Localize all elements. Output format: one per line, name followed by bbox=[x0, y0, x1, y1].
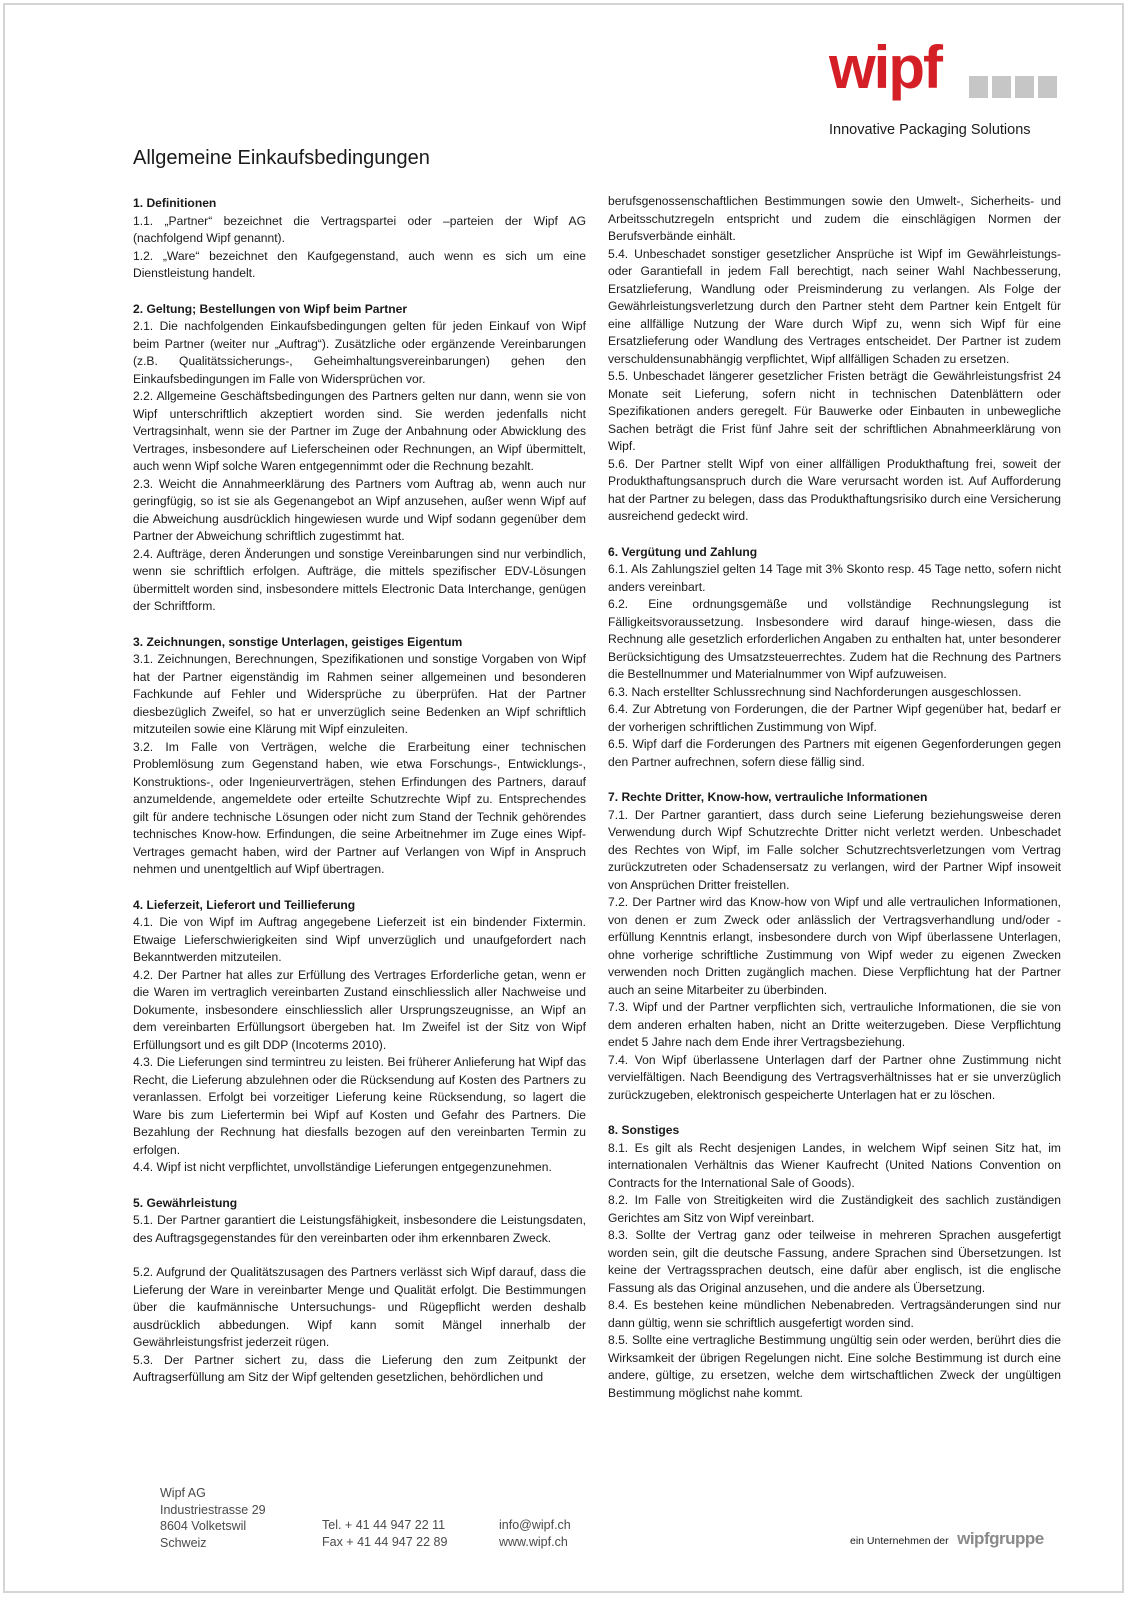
clause-paragraph: 2.1. Die nachfolgenden Einkaufsbedingungen gelten für jeden Einkauf von Wipf beim Partner (weiter nur „Auftrag“). Zusätzliche oder ergänzende Vereinbarungen (z.B. Qualitätssicherungs-, Geheimhaltungsvereinbarungen) gehen den Einkaufsbedingungen im Falle von Widersprüchen vor. bbox=[133, 319, 586, 386]
clause-paragraph: 6.2. Eine ordnungsgemäße und vollständige Rechnungslegung ist Fälligkeitsvoraussetzung. Insbesondere wird darauf hinge-wiesen, dass die Rechnung alle gesetzlich erforderlichen Angaben zu enthalten hat, unter besonderer Berücksichtigung des Umsatzsteuerrechtes. Zudem hat die Rechnung des Partners die Bestellnummer und Materialnummer von Wipf aufzuweisen. bbox=[608, 597, 1061, 681]
logo-square bbox=[969, 76, 988, 98]
section bbox=[133, 634, 586, 879]
clause-paragraph: 5.1. Der Partner garantiert die Leistungsfähigkeit, insbesondere die Leistungsdaten, des Auftragsgegenstandes für den vereinbarten oder ihm erkennbaren Zweck. bbox=[133, 1213, 586, 1245]
clause-paragraph: 8.1. Es gilt als Recht desjenigen Landes, in welchem Wipf seinen Sitz hat, im internationalen Verhältnis das Wiener Kaufrecht (United Nations Convention on Contracts for the International Sale of Goods). bbox=[608, 1140, 1061, 1190]
clause-paragraph: 7.4. Von Wipf überlassene Unterlagen darf der Partner ohne Zustimmung nicht vervielfältigen. Nach Beendigung des Vertragsverhältnisses hat er sie unverzüglich zurückzugeben, elektronisch gespeicherte Unterlagen hat er zu löschen. bbox=[608, 1052, 1061, 1102]
clause-paragraph: 6.3. Nach erstellter Schlussrechnung sind Nachforderungen ausgeschlossen. bbox=[608, 684, 1022, 699]
clause-paragraph: 6.1. Als Zahlungsziel gelten 14 Tage mit 3% Skonto resp. 45 Tage netto, sofern nicht anders vereinbart. bbox=[608, 562, 1061, 594]
clause-paragraph: 8.5. Sollte eine vertragliche Bestimmung ungültig sein oder werden, berührt dies die Wirksamkeit der übrigen Regelungen nicht. Eine solche Bestimmung ist durch eine andere, gültige, zu ersetzen, welche dem wirtschaftlichen Zweck der ungültigen Bestimmung möglichst nahe kommt. bbox=[608, 1333, 1061, 1400]
footer-email[interactable]: info@wipf.ch bbox=[499, 1518, 571, 1532]
clause-paragraph: 5.6. Der Partner stellt Wipf von einer allfälligen Produkthaftung frei, soweit der Produkthaftungsanspruch durch die Ware verursacht worden ist. Auf Aufforderung hat der Partner zu belegen, dass das Produkthaftungsrisiko durch eine Versicherung ausreichend gedeckt wird. bbox=[608, 456, 1061, 523]
clause-paragraph: 6.4. Zur Abtretung von Forderungen, die der Partner Wipf gegenüber hat, bedarf er der vorherigen schriftlichen Zustimmung von Wipf. bbox=[608, 702, 1061, 734]
clause-paragraph: 4.1. Die von Wipf im Auftrag angegebene Lieferzeit ist ein bindender Fixtermin. Etwaige Lieferschwierigkeiten sind Wipf unverzüglich und unaufgefordert nach Bekanntwerden mitzuteilen. bbox=[133, 915, 586, 964]
clause-paragraph: 4.3. Die Lieferungen sind termintreu zu leisten. Bei früherer Anlieferung hat Wipf das Recht, die Lieferung abzulehnen oder die Rücksendung auf Kosten des Partners zu veranlassen. Erfolgt bei vorzeitiger Lieferung keine Rücksendung, so lagert die Ware bis zum Liefertermin bei Wipf auf Kosten und Gefahr des Partners. Die Bezahlung der Rechnung hat diesfalls bezogen auf den vereinbarten Termin zu erfolgen. bbox=[133, 1055, 586, 1157]
footer-phone bbox=[322, 1517, 447, 1550]
footer-street: Industriestrasse 29 bbox=[160, 1502, 266, 1517]
section bbox=[133, 897, 586, 1177]
clause-paragraph: 7.1. Der Partner garantiert, dass durch seine Lieferung beziehungsweise deren Verwendung durch Wipf Schutzrechte Dritter nicht verletzt werden. Unbeschadet des Rechtes von Wipf, im Falle solcher Schutzrechtsverletzungen vom Vertrag zurückzutreten oder Schadensersatz zu verlangen, wird der Partner Wipf insoweit von Ansprüchen Dritter freistellen. bbox=[608, 807, 1061, 892]
clause-paragraph: 3.2. Im Falle von Verträgen, welche die Erarbeitung einer technischen Problemlösung zum Gegenstand haben, wie etwa Forschungs-, Entwicklungs-, Konstruktions-, oder Ingenieurverträgen, stehen Erfindungen des Partners, darauf anzumeldende, angemeldete oder erteilte Schutzrechte Wipf zu. Entsprechendes gilt für andere technische Lösungen oder nicht zum Stand der Technik gehörendes technisches Know-how. Erfindungen, die seine Arbeitnehmer im Zuge eines Wipf-Vertrages gemacht haben, wird der Partner auf Verlangen von Wipf in Anspruch nehmen und unentgeltlich auf Wipf übertragen. bbox=[133, 739, 586, 876]
section-heading: 8. Sonstiges bbox=[608, 1123, 680, 1137]
section bbox=[608, 789, 1061, 1104]
section-heading: 5. Gewährleistung bbox=[133, 1195, 238, 1210]
clause-paragraph: 7.2. Der Partner wird das Know-how von Wipf und alle vertraulichen Informationen, von denen er zum Zweck oder anlässlich der Vertragsverhandlung und/oder -erfüllung Kenntnis erlangt, insbesondere durch von Wipf überlassene Unterlagen, ohne vorherige schriftliche Zustimmung von Wipf weder zu eigenen Zwecken verwenden noch Dritten zugänglich machen. Diese Verpflichtung hat der Partner auch an seine Mitarbeiter zu überbinden. bbox=[608, 895, 1061, 997]
section-heading: 2. Geltung; Bestellungen von Wipf beim Partner bbox=[133, 301, 408, 316]
clause-paragraph: 6.5. Wipf darf die Forderungen des Partners mit eigenen Gegenforderungen gegen den Partner aufrechnen, sofern diese fällig sind. bbox=[608, 737, 1061, 769]
section bbox=[133, 301, 586, 616]
clause-paragraph: 2.4. Aufträge, deren Änderungen und sonstige Vereinbarungen sind nur verbindlich, wenn sie schriftlich erfolgen. Aufträge, die mittels spezifischer EDV-Lösungen übermittelt worden sind, insbesondere mittels Electronic Data Interchange, genügen der Schriftform. bbox=[133, 546, 586, 613]
footer-contact bbox=[499, 1517, 571, 1550]
clause-paragraph: 8.2. Im Falle von Streitigkeiten wird die Zuständigkeit des sachlich zuständigen Gerichtes am Sitz von Wipf vereinbart. bbox=[608, 1193, 1061, 1225]
section bbox=[133, 1195, 586, 1387]
section-heading: 3. Zeichnungen, sonstige Unterlagen, geistiges Eigentum bbox=[133, 634, 463, 649]
clause-paragraph: 1.1. „Partner“ bezeichnet die Vertragspartei oder –parteien der Wipf AG (nachfolgend Wipf genannt). bbox=[133, 213, 586, 245]
clause-paragraph: 4.2. Der Partner hat alles zur Erfüllung des Vertrages Erforderliche getan, wenn er die Waren im vertraglich vereinbarten Zustand einschliesslich aller Nachweise und Dokumente, insbesondere einschliesslich aller Ursprungszeugnisse, an Wipf an dem vereinbarten Erfüllungsort übergeben hat. Im Zweifel ist der Sitz von Wipf Erfüllungsort und es gilt DDP (Incoterms 2010). bbox=[133, 967, 586, 1052]
group-prefix: ein Unternehmen der bbox=[850, 1535, 949, 1547]
section-heading: 1. Definitionen bbox=[133, 196, 217, 210]
logo-square bbox=[1038, 76, 1057, 98]
clause-paragraph: 4.4. Wipf ist nicht verpflichtet, unvollständige Lieferungen entgegenzunehmen. bbox=[133, 1160, 552, 1174]
clause-paragraph: 8.4. Es bestehen keine mündlichen Nebenabreden. Vertragsänderungen sind nur dann gültig, wenn sie schriftlich ausgefertigt worden sind. bbox=[608, 1298, 1061, 1330]
section bbox=[608, 193, 1061, 526]
clause-paragraph: 5.5. Unbeschadet längerer gesetzlicher Fristen beträgt die Gewährleistungsfrist 24 Monate seit Lieferung, sofern nicht in technischen Datenblättern oder Spezifikationen anders geregelt. Für Bauwerke oder Einbauten in unbewegliche Sachen beträgt die Frist fünf Jahre seit der schriftlichen Abnahmeerklärung von Wipf. bbox=[608, 369, 1061, 453]
clause-paragraph: 5.3. Der Partner sichert zu, dass die Lieferung den zum Zeitpunkt der Auftragserfüllung am Sitz der Wipf geltenden gesetzlichen, behördlichen und bbox=[133, 1352, 586, 1384]
left-column bbox=[133, 195, 586, 1405]
logo-square bbox=[992, 76, 1011, 98]
section bbox=[608, 544, 1061, 772]
clause-paragraph: 2.3. Weicht die Annahmeerklärung des Partners vom Auftrag ab, wenn auch nur geringfügig, so ist sie als Gegenangebot an Wipf anzusehen, außer wenn Wipf auf die Abweichung ausdrücklich hingewiesen wurde und Wipf sodann gegenüber dem Partner der Abweichung schriftlich zugestimmt hat. bbox=[133, 476, 586, 543]
group-affiliation bbox=[850, 1529, 1044, 1549]
document-title: Allgemeine Einkaufsbedingungen bbox=[133, 147, 430, 169]
clause-paragraph: 5.4. Unbeschadet sonstiger gesetzlicher Ansprüche ist Wipf im Gewährleistungs- oder Garantiefall in jedem Fall berechtigt, nach seiner Wahl Nachbesserung, Ersatzlieferung, Wandlung oder Preisminderung zu verlangen. Als Folge der Gewährleistungsverletzung durch den Partner steht dem Partner kein Entgelt für eine allfällige Nutzung der Ware durch Wipf zu, wenn sich Wipf für eine Ersatzlieferung oder Wandlung des Vertrages entscheidet. Der Partner ist zudem verschuldensunabhängig verpflichtet, Wipf allfälligen Schaden zu ersetzen. bbox=[608, 246, 1061, 366]
clause-paragraph: 5.2. Aufgrund der Qualitätszusagen des Partners verlässt sich Wipf darauf, dass die Lieferung der Ware in vereinbarter Menge und Qualität erfolgt. Die Bestimmungen über die kaufmännische Untersuchungs- und Rügepflicht werden deshalb ausdrücklich abbedungen. Wipf kann somit Mängel innerhalb der Gewährleistungsfrist jederzeit rügen. bbox=[133, 1265, 586, 1349]
logo-tagline: Innovative Packaging Solutions bbox=[829, 122, 1031, 138]
logo-wordmark: wipf bbox=[829, 34, 941, 101]
clause-paragraph: 3.1. Zeichnungen, Berechnungen, Spezifikationen und sonstige Vorgaben von Wipf hat der Partner eigenständig im Rahmen seiner allgemeinen und besonderen Fachkunde auf Fehler und Widersprüche zu überprüfen. Hat der Partner diesbezüglich Zweifel, so hat er unverzüglich seine Bedenken an Wipf schriftlich mitzuteilen sowie eine Klärung mit Wipf einzuleiten. bbox=[133, 652, 586, 736]
section-heading: 6. Vergütung und Zahlung bbox=[608, 544, 758, 559]
section-heading: 7. Rechte Dritter, Know-how, vertrauliche Informationen bbox=[608, 790, 928, 804]
logo-square bbox=[1015, 76, 1034, 98]
footer-website[interactable]: www.wipf.ch bbox=[499, 1534, 568, 1549]
footer-tel: Tel. + 41 44 947 22 11 bbox=[322, 1518, 446, 1532]
group-logo: wipfgruppe bbox=[957, 1529, 1044, 1548]
section bbox=[608, 1122, 1061, 1402]
paragraph-gap bbox=[133, 1247, 586, 1264]
footer-address bbox=[160, 1485, 266, 1551]
section-heading: 4. Lieferzeit, Lieferort und Teillieferung bbox=[133, 897, 356, 912]
footer-country: Schweiz bbox=[160, 1535, 207, 1550]
clause-paragraph: 8.3. Sollte der Vertrag ganz oder teilweise in mehreren Sprachen ausgefertigt worden sein, gilt die deutsche Fassung, andere Sprachen sind Übersetzungen. Ist keine der Vertragssprachen deutsch, eine dafür aber englisch, ist die englische Fassung als das Original anzusehen, und die andere als Übersetzung. bbox=[608, 1228, 1061, 1295]
clause-paragraph: berufsgenossenschaftlichen Bestimmungen sowie den Umwelt-, Sicherheits- und Arbeitsschutzregeln entspricht und zudem die einschlägigen Normen der Berufsverbände einhält. bbox=[608, 194, 1061, 243]
footer-city: 8604 Volketswil bbox=[160, 1519, 247, 1533]
clause-paragraph: 7.3. Wipf und der Partner verpflichten sich, vertrauliche Informationen, die sie von dem anderen erhalten haben, nicht an Dritte weiterzugeben. Diese Verpflichtung endet 5 Jahre nach dem Ende ihrer Vertragsbeziehung. bbox=[608, 1000, 1061, 1049]
wipf-logo bbox=[829, 34, 1067, 142]
footer-fax: Fax + 41 44 947 22 89 bbox=[322, 1534, 448, 1549]
section bbox=[133, 195, 586, 283]
clause-paragraph: 2.2. Allgemeine Geschäftsbedingungen des Partners gelten nur dann, wenn sie von Wipf unterschriftlich akzeptiert worden sind. Sie werden jedenfalls nicht Vertragsinhalt, wenn sie der Partner im Zuge der Anbahnung oder Abwicklung des Vertrages, insbesondere auf Lieferscheinen oder Rechnungen, an Wipf übermittelt, auch wenn Wipf solche Waren entgegennimmt oder die Rechnung bezahlt. bbox=[133, 389, 586, 473]
right-column bbox=[608, 193, 1061, 1420]
clause-paragraph: 1.2. „Ware“ bezeichnet den Kaufgegenstand, auch wenn es sich um eine Dienstleistung handelt. bbox=[133, 248, 586, 280]
footer-company: Wipf AG bbox=[160, 1486, 206, 1500]
